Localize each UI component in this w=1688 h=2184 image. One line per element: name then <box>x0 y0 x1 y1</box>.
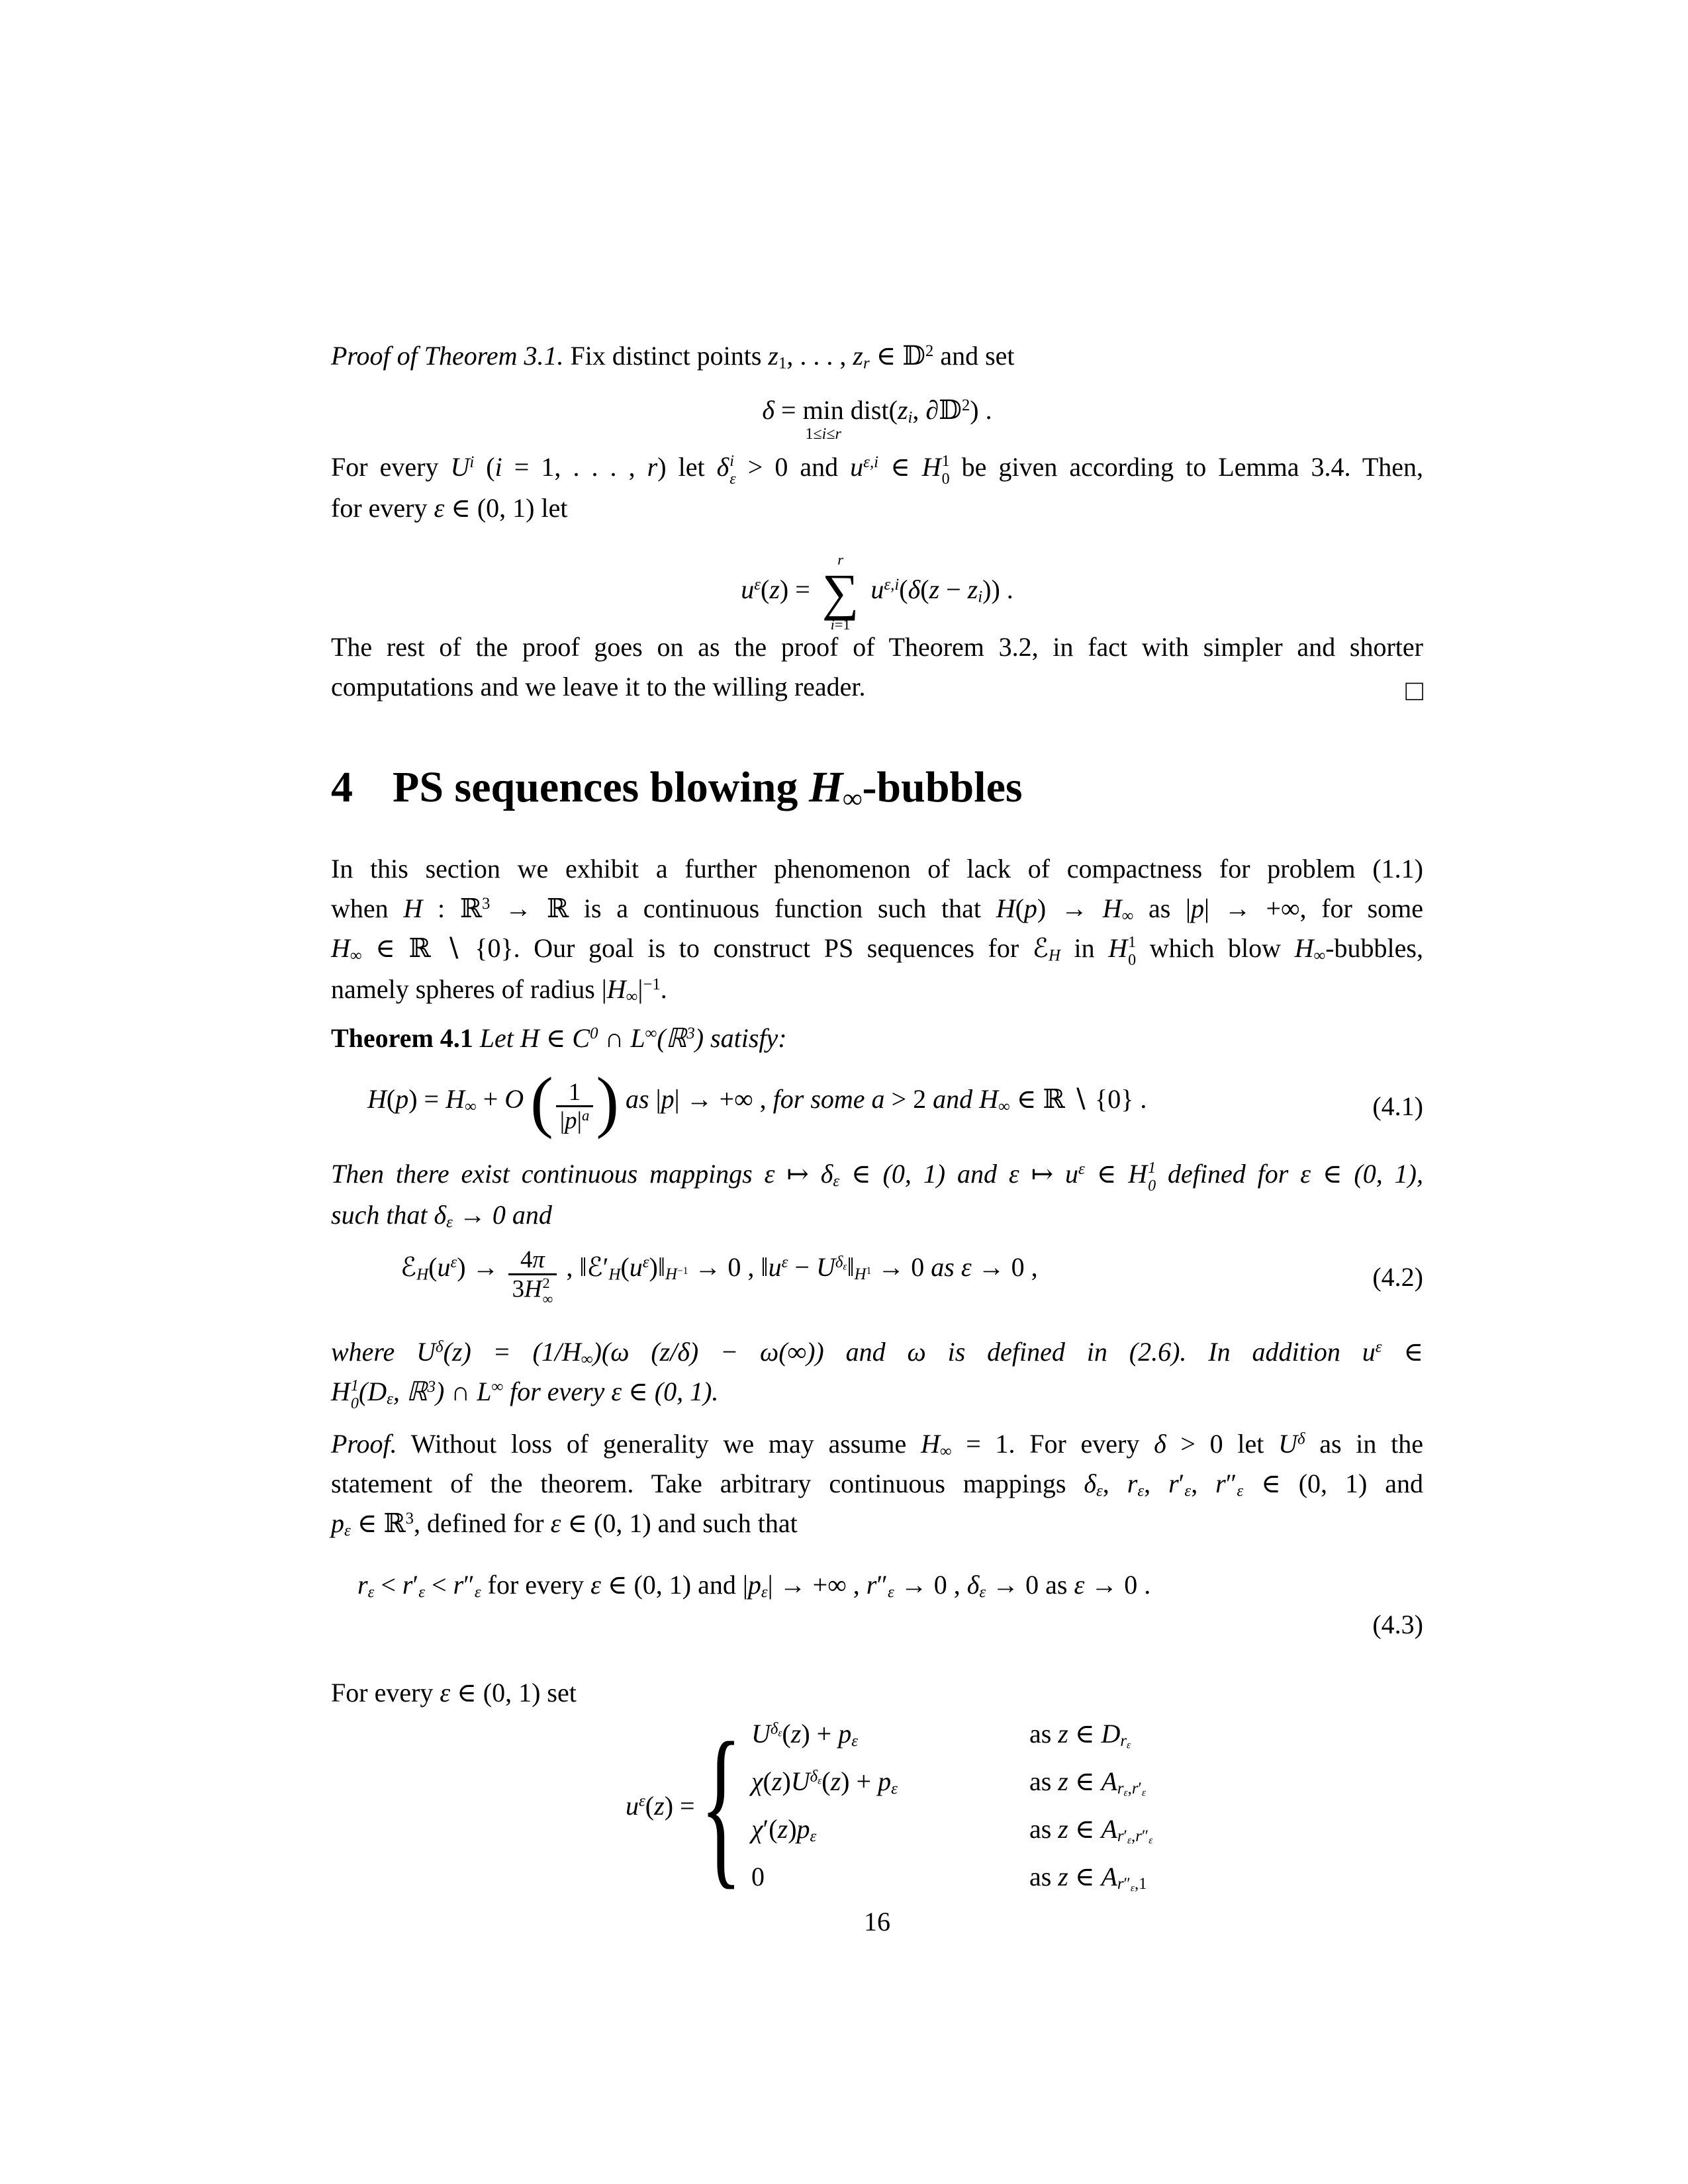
equation-4-2-body: $ℰ_H(u^\varepsilon)$ → 4π 3H 2 ∞ , $‖ℰ'_H(u^\varepsilon)‖_{H^{-1}} \to 0$ , $‖u^\varepsilon$ − $U^{\delta_\varepsilon}‖_{H^1} \to 0$ as ε → 0 , <box>400 1246 1038 1308</box>
equation-4-3-tag: (4.3) <box>1372 1610 1423 1639</box>
intro-line-1: In this section we exhibit a further phenomenon of lack of compactness for problem (1.1) <box>331 854 1423 884</box>
cases-brace: { <box>700 1705 742 1905</box>
where-line-1: where $U^\delta(z) = (1/H_\infty)(\omega$ (z/δ) − ω(∞)) and ω is defined in (2.6). In addition $u^\varepsilon$ ∈ <box>331 1337 1424 1369</box>
conclusion-line-1: Then there exist continuous mappings ε ↦ $\delta_\varepsilon$ ∈ (0, 1) and ε ↦ $u^\varepsilon$ ∈ H 1 0 defined for ε ∈ (0, 1), <box>331 1159 1423 1195</box>
cases-lhs: $u^\varepsilon(z)$ = <box>626 1790 695 1821</box>
display-equation-4-2 <box>331 1232 1423 1322</box>
proof-4-1-line-1 <box>331 1424 1423 1464</box>
case-expr: $U^{\delta_\varepsilon}(z) + p_\varepsilon$ <box>751 1719 858 1751</box>
case-expr: $\chi(z)U^{\delta_\varepsilon}(z) + p_\varepsilon$ <box>751 1766 898 1798</box>
equation-sum: $u^\varepsilon(z)$ = r ∑ i=1 $u^{\varepsilon,i}(\delta(z - z_i))$ . <box>741 551 1013 633</box>
proof-3-1-line-3: for every ε ∈ (0, 1) let <box>331 492 568 523</box>
equation-4-1-tag: (4.1) <box>1372 1091 1423 1121</box>
display-equation-4-3 <box>331 1565 1423 1645</box>
proof-3-1-line-1: Proof of Theorem 3.1. Fix distinct points $z_1$, . . . , $z_r$ ∈ 𝔻$^2$ and set <box>331 341 1015 373</box>
proof-3-1-paragraph-3 <box>331 627 1423 707</box>
section-4-intro-paragraph <box>331 849 1423 1009</box>
set-line: For every ε ∈ (0, 1) set <box>331 1678 577 1707</box>
proof-4-1-line-1-text: Without loss of generality we may assume $H_\infty = 1$. For every δ > 0 let $U^\delta$ as in the <box>397 1429 1423 1461</box>
equation-delta-min: δ = min 1≤i≤r $dist(z_i$, ∂𝔻$^2$) . <box>762 395 992 443</box>
case-cond: as z ∈ $A_{r'_\varepsilon,r''_\varepsilon}$ <box>1029 1814 1153 1846</box>
case-expr: 0 <box>751 1862 765 1891</box>
proof-3-1-paragraph-2 <box>331 447 1423 528</box>
equation-4-1-body: $H(p) = H_\infty + O$ ( $\frac{1}{|p|^a}$ ) as |p| → +∞ , for some a > 2 and $H_\infty$ ∈ ℝ ∖ {0} . <box>367 1063 1147 1140</box>
proof-3-1-closing-text: computations and we leave it to the willing reader. <box>331 672 866 702</box>
theorem-4-1-label: Theorem 4.1 <box>331 1023 473 1053</box>
display-equation-delta-min <box>331 390 1423 443</box>
section-title: PS sequences blowing $H_\infty$-bubbles <box>393 763 1023 813</box>
where-line-2: H 1 0 ($D_\varepsilon$, ℝ$^3$) ∩ L∞ for every ε ∈ (0, 1). <box>331 1377 719 1412</box>
equation-4-3-body: $r_\varepsilon < r'_\varepsilon < r''_\varepsilon$ for every ε ∈ (0, 1) and $|p_\varepsilon|$ → +∞ , $r''_\varepsilon \to 0$ , $\delta_\varepsilon \to 0$ as ε → 0 . <box>357 1570 1151 1602</box>
theorem-4-1-conclusion <box>331 1154 1423 1235</box>
case-cond: as z ∈ $D_{r_\varepsilon}$ <box>1029 1719 1131 1751</box>
display-equation-cases <box>331 1705 1423 1905</box>
proof-3-1-line-2: For every $U^i$ (i = 1, . . . , r) let δ i ε > 0 and $u^{\varepsilon,i}$ ∈ H 1 0 be given according to Lemma 3.4. Then, <box>331 452 1424 488</box>
proof-label: Proof. <box>331 1429 397 1459</box>
proof-4-1-line-2: statement of the theorem. Take arbitrary continuous mappings $\delta_\varepsilon$, $r_\varepsilon$, $r'_\varepsilon$, $r''_\varepsilon$ ∈ (0, 1) and <box>331 1469 1424 1500</box>
case-cond: as z ∈ $A_{r''_\varepsilon,1}$ <box>1029 1862 1147 1894</box>
intro-line-4: namely spheres of radius $|H_\infty|^{-1}$. <box>331 974 667 1006</box>
proof-4-1-paragraph <box>331 1424 1423 1543</box>
theorem-4-1-where-paragraph <box>331 1332 1423 1413</box>
intro-line-3: $H_\infty$ ∈ ℝ ∖ {0}. Our goal is to construct PS sequences for ℰ$_H$ in H 1 0 which blow $H_\infty$-bubbles, <box>331 933 1423 969</box>
case-expr: $\chi'(z)p_\varepsilon$ <box>751 1814 817 1846</box>
qed-tombstone: □ <box>1405 674 1423 707</box>
equation-4-2-tag: (4.2) <box>1372 1262 1423 1292</box>
cases-rows <box>751 1715 1152 1895</box>
conclusion-line-2: such that $\delta_\varepsilon \to 0$ and <box>331 1199 552 1232</box>
intro-line-2: when H : ℝ$^3$ → ℝ is a continuous function such that $H(p) \to H_\infty$ as |p| → +∞, for some <box>331 893 1424 925</box>
proof-4-1-line-3: $p_\varepsilon$ ∈ ℝ$^3$, defined for ε ∈ (0, 1) and such that <box>331 1508 798 1540</box>
case-cond: as z ∈ $A_{r_\varepsilon,r'_\varepsilon}$ <box>1029 1766 1146 1799</box>
display-equation-4-1 <box>331 1055 1423 1158</box>
page-number: 16 <box>864 1907 890 1936</box>
section-number: 4 <box>331 763 353 811</box>
section-4-heading <box>331 761 1423 814</box>
theorem-4-1-head <box>331 1019 1423 1058</box>
proof-3-1-line-4: The rest of the proof goes on as the proof of Theorem 3.2, in fact with simpler and shorter <box>331 632 1423 662</box>
theorem-4-1-statement: Let H ∈ $C^0$ ∩ L∞(ℝ$^3$) satisfy: <box>479 1023 787 1053</box>
proof-3-1-line-5 <box>331 667 1423 707</box>
